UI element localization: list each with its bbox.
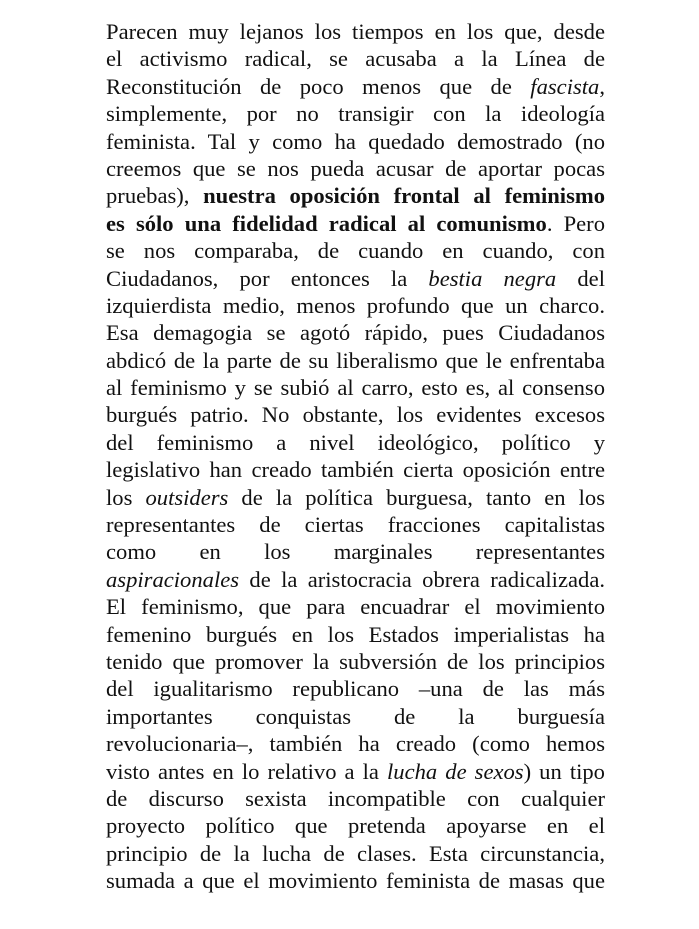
bold-text: es sólo una fidelidad radical al comunismo — [106, 210, 547, 236]
text-line — [106, 265, 605, 292]
text-line — [106, 511, 605, 538]
text-segment: principio de la lucha de clases. Esta circunstancia, — [106, 840, 605, 866]
text-line — [106, 182, 605, 209]
text-segment: legislativo han creado también cierta oposición entre — [106, 457, 605, 483]
text-segment: El feminismo, que para encuadrar el movimiento — [106, 594, 605, 620]
text-segment: los — [106, 484, 146, 510]
text-line — [106, 758, 605, 785]
text-segment: simplemente, por no transigir con la ideología — [106, 101, 605, 127]
text-segment: representantes de ciertas fracciones capitalistas — [106, 512, 605, 538]
text-line — [106, 292, 605, 319]
italic-text: bestia negra — [428, 265, 557, 291]
text-line — [106, 538, 605, 565]
text-line — [106, 319, 605, 346]
text-segment: Reconstitución de poco menos que de — [106, 73, 531, 99]
text-segment: el activismo radical, se acusaba a la Línea de — [106, 46, 605, 72]
italic-text: lucha de sexos — [387, 758, 524, 784]
italic-text: aspiracionales — [106, 566, 240, 592]
text-segment: femenino burgués en los Estados imperialistas ha — [106, 621, 605, 647]
text-line — [106, 840, 605, 867]
text-line — [106, 18, 605, 45]
text-segment: de discurso sexista incompatible con cualquier — [106, 785, 605, 811]
text-line — [106, 128, 605, 155]
text-segment: importantes conquistas de la burguesía — [106, 703, 605, 729]
text-line — [106, 593, 605, 620]
text-segment: se nos comparaba, de cuando en cuando, con — [106, 238, 605, 264]
text-line — [106, 648, 605, 675]
text-segment: visto antes en lo relativo a la — [106, 758, 388, 784]
text-line — [106, 812, 605, 839]
bold-text: nuestra oposición frontal al feminismo — [203, 183, 605, 209]
text-line — [106, 867, 605, 894]
text-segment: proyecto político que pretenda apoyarse en el — [106, 813, 605, 839]
text-line — [106, 675, 605, 702]
italic-text: outsiders — [145, 484, 229, 510]
text-line — [106, 429, 605, 456]
text-line — [106, 401, 605, 428]
text-segment: Esa demagogia se agotó rápido, pues Ciudadanos — [106, 320, 605, 346]
text-segment: del igualitarismo republicano –una de las más — [106, 676, 605, 702]
text-line — [106, 347, 605, 374]
italic-text: fascista — [530, 73, 600, 99]
text-segment: . Pero — [546, 210, 605, 236]
text-segment: de la política burguesa, tanto en los — [228, 484, 606, 510]
text-segment: de la aristocracia obrera radicalizada. — [239, 566, 605, 592]
text-segment: feminista. Tal y como ha quedado demostrado (no — [106, 128, 605, 154]
text-segment: sumada a que el movimiento feminista de masas que — [106, 868, 605, 894]
text-line — [106, 730, 605, 757]
text-line — [106, 155, 605, 182]
text-segment: creemos que se nos pueda acusar de aportar pocas — [106, 155, 605, 181]
text-segment: ) un tipo — [523, 758, 605, 784]
text-line — [106, 621, 605, 648]
text-line — [106, 374, 605, 401]
text-segment: como en los marginales representantes — [106, 539, 605, 565]
text-segment: Ciudadanos, por entonces la — [106, 265, 429, 291]
text-segment: al feminismo y se subió al carro, esto es, al consenso — [106, 375, 605, 401]
text-line — [106, 703, 605, 730]
text-line — [106, 100, 605, 127]
text-line — [106, 237, 605, 264]
text-line — [106, 210, 605, 237]
text-segment: abdicó de la parte de su liberalismo que le enfrentaba — [106, 347, 605, 373]
text-segment: , — [599, 73, 605, 99]
text-line — [106, 456, 605, 483]
text-segment: revolucionaria–, también ha creado (como hemos — [106, 731, 605, 757]
text-segment: del feminismo a nivel ideológico, político y — [106, 429, 605, 455]
text-segment: burgués patrio. No obstante, los evidentes excesos — [106, 402, 605, 428]
text-line — [106, 73, 605, 100]
text-segment: pruebas), — [106, 183, 204, 209]
text-line — [106, 45, 605, 72]
text-line — [106, 785, 605, 812]
text-segment: izquierdista medio, menos profundo que un charco. — [106, 292, 605, 318]
text-segment: Parecen muy lejanos los tiempos en los que, desde — [106, 19, 605, 44]
text-segment: tenido que promover la subversión de los principios — [106, 648, 605, 674]
text-line — [106, 484, 605, 511]
text-line — [106, 566, 605, 593]
body-paragraph — [106, 18, 605, 895]
text-segment: del — [556, 265, 605, 291]
